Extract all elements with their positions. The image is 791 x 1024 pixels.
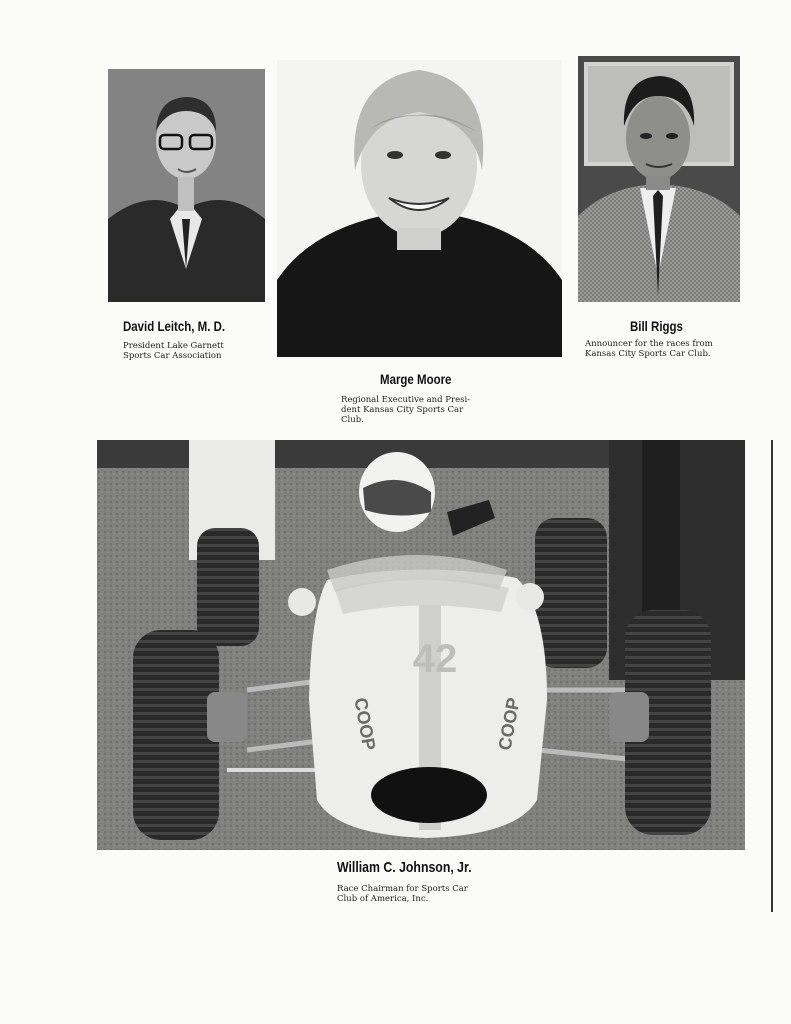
name-bill-riggs: Bill Riggs [630,318,683,334]
caption-line: Announcer for the races from [585,339,713,349]
caption-line: Sports Car Association [123,351,222,361]
caption-line: Kansas City Sports Car Club. [585,349,711,359]
caption-marge-moore [341,395,493,425]
caption-line: Club. [341,415,364,425]
name-william-johnson: William C. Johnson, Jr. [337,859,472,876]
caption-line: President Lake Garnett [123,341,224,351]
car-brand-right: COOP [494,696,524,752]
photo-david-leitch [108,69,265,302]
car-number: 42 [412,637,458,681]
car-brand-left: COOP [350,696,380,752]
caption-william-johnson [337,884,497,904]
caption-line: Race Chairman for Sports Car [337,884,468,894]
photo-marge-moore [277,60,562,357]
name-marge-moore: Marge Moore [380,371,452,387]
name-david-leitch: David Leitch, M. D. [123,318,226,334]
caption-line: Regional Executive and Presi- [341,395,471,405]
photo-race-car [97,440,745,850]
caption-bill-riggs [585,339,735,359]
caption-line: dent Kansas City Sports Car [341,405,464,415]
page-edge-rule [771,440,773,912]
caption-david-leitch [123,341,273,361]
caption-line: Club of America, Inc. [337,894,429,904]
photo-bill-riggs [578,56,740,302]
